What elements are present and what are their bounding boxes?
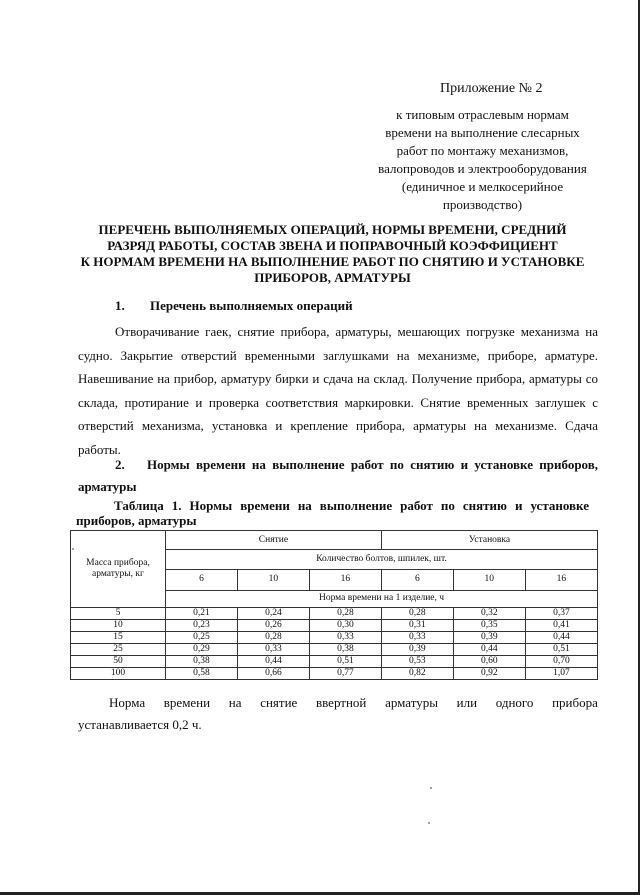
bolt-count-cell: 10 (237, 569, 309, 590)
value-cell: 0,26 (237, 620, 309, 632)
value-cell: 0,39 (453, 632, 525, 644)
value-cell: 0,58 (166, 668, 238, 680)
scan-speck (428, 822, 430, 824)
appendix-subtitle: к типовым отраслевым нормам времени на выполнение слесарных работ по монтажу механизмов, валопроводов и электрооборудования (единичное и мелкосерийное производство) (378, 107, 587, 212)
value-cell: 0,30 (309, 620, 381, 632)
table-row (71, 668, 598, 680)
norm-header: Норма времени на 1 изделие, ч (166, 590, 598, 607)
bolt-count-cell: 6 (166, 569, 238, 590)
table-row (71, 632, 598, 644)
bolt-count-cell: 6 (381, 569, 453, 590)
value-cell: 0,33 (309, 632, 381, 644)
value-cell: 1,07 (525, 668, 597, 680)
norms-table (70, 530, 598, 680)
value-cell: 0,77 (309, 668, 381, 680)
value-cell: 0,53 (381, 656, 453, 668)
value-cell: 0,33 (237, 644, 309, 656)
value-cell: 0,37 (525, 608, 597, 620)
scan-speck (72, 548, 74, 550)
value-cell: 0,41 (525, 620, 597, 632)
section-2-heading: 2. Нормы времени на выполнение работ по снятию и установке приборов, арматуры (78, 457, 598, 494)
scan-speck (430, 787, 432, 789)
value-cell: 0,38 (166, 656, 238, 668)
bolt-count-cell: 10 (453, 569, 525, 590)
section-1-heading: 1. Перечень выполняемых операций (115, 298, 353, 313)
document-title: ПЕРЕЧЕНЬ ВЫПОЛНЯЕМЫХ ОПЕРАЦИЙ, НОРМЫ ВРЕМЕНИ, СРЕДНИЙ РАЗРЯД РАБОТЫ, СОСТАВ ЗВЕНА И ПОПРАВОЧНЫЙ КОЭФФИЦИЕНТ К НОРМАМ ВРЕМЕНИ НА ВЫПОЛНЕНИЕ РАБОТ ПО СНЯТИЮ И УСТАНОВКЕ ПРИБОРОВ, АРМАТУРЫ (80, 222, 585, 285)
value-cell: 0,92 (453, 668, 525, 680)
section-1-text: Отворачивание гаек, снятие прибора, арматуры, мешающих погрузке механизма на судно. Закрытие отверстий временными заглушками на механизме, приборе, арматуре. Навешивание на прибор, арматуру бирки и сдача на склад. Получение прибора, арматуры со склада, протирание и проверка соответствия маркировки. Снятие временных заглушек с отверстий механизма, установка и крепление прибора, арматуры на механизме. Сдача работы. (78, 324, 598, 457)
value-cell: 0,51 (309, 656, 381, 668)
value-cell: 0,31 (381, 620, 453, 632)
appendix-title: Приложение № 2 (440, 81, 543, 96)
value-cell: 0,33 (381, 632, 453, 644)
value-cell: 0,23 (166, 620, 238, 632)
removal-header: Снятие (166, 531, 382, 550)
bolt-count-cell: 16 (525, 569, 597, 590)
value-cell: 0,60 (453, 656, 525, 668)
install-header: Установка (381, 531, 597, 550)
value-cell: 0,32 (453, 608, 525, 620)
bolt-count-cell: 16 (309, 569, 381, 590)
value-cell: 0,35 (453, 620, 525, 632)
table-row (71, 656, 598, 668)
value-cell: 0,44 (525, 632, 597, 644)
bolts-header: Количество болтов, шпилек, шт. (166, 550, 598, 569)
mass-cell: 50 (71, 656, 166, 668)
mass-cell: 25 (71, 644, 166, 656)
table-caption: Таблица 1. Нормы времени на выполнение работ по снятию и установке приборов, арматуры (76, 498, 589, 528)
mass-header: Масса прибора, арматуры, кг (71, 531, 166, 608)
value-cell: 0,44 (453, 644, 525, 656)
mass-cell: 15 (71, 632, 166, 644)
value-cell: 0,66 (237, 668, 309, 680)
value-cell: 0,44 (237, 656, 309, 668)
value-cell: 0,28 (309, 608, 381, 620)
value-cell: 0,28 (381, 608, 453, 620)
value-cell: 0,38 (309, 644, 381, 656)
value-cell: 0,70 (525, 656, 597, 668)
mass-cell: 5 (71, 608, 166, 620)
value-cell: 0,21 (166, 608, 238, 620)
value-cell: 0,51 (525, 644, 597, 656)
mass-cell: 10 (71, 620, 166, 632)
table-row (71, 644, 598, 656)
note-line-1: Норма времени на снятие ввертной арматуры или одного прибора (109, 695, 598, 710)
value-cell: 0,29 (166, 644, 238, 656)
note-line-2: устанавливается 0,2 ч. (78, 717, 202, 732)
value-cell: 0,39 (381, 644, 453, 656)
value-cell: 0,82 (381, 668, 453, 680)
table-row (71, 608, 598, 620)
note-paragraph (78, 692, 598, 736)
value-cell: 0,25 (166, 632, 238, 644)
value-cell: 0,24 (237, 608, 309, 620)
mass-cell: 100 (71, 668, 166, 680)
value-cell: 0,28 (237, 632, 309, 644)
table-row (71, 620, 598, 632)
